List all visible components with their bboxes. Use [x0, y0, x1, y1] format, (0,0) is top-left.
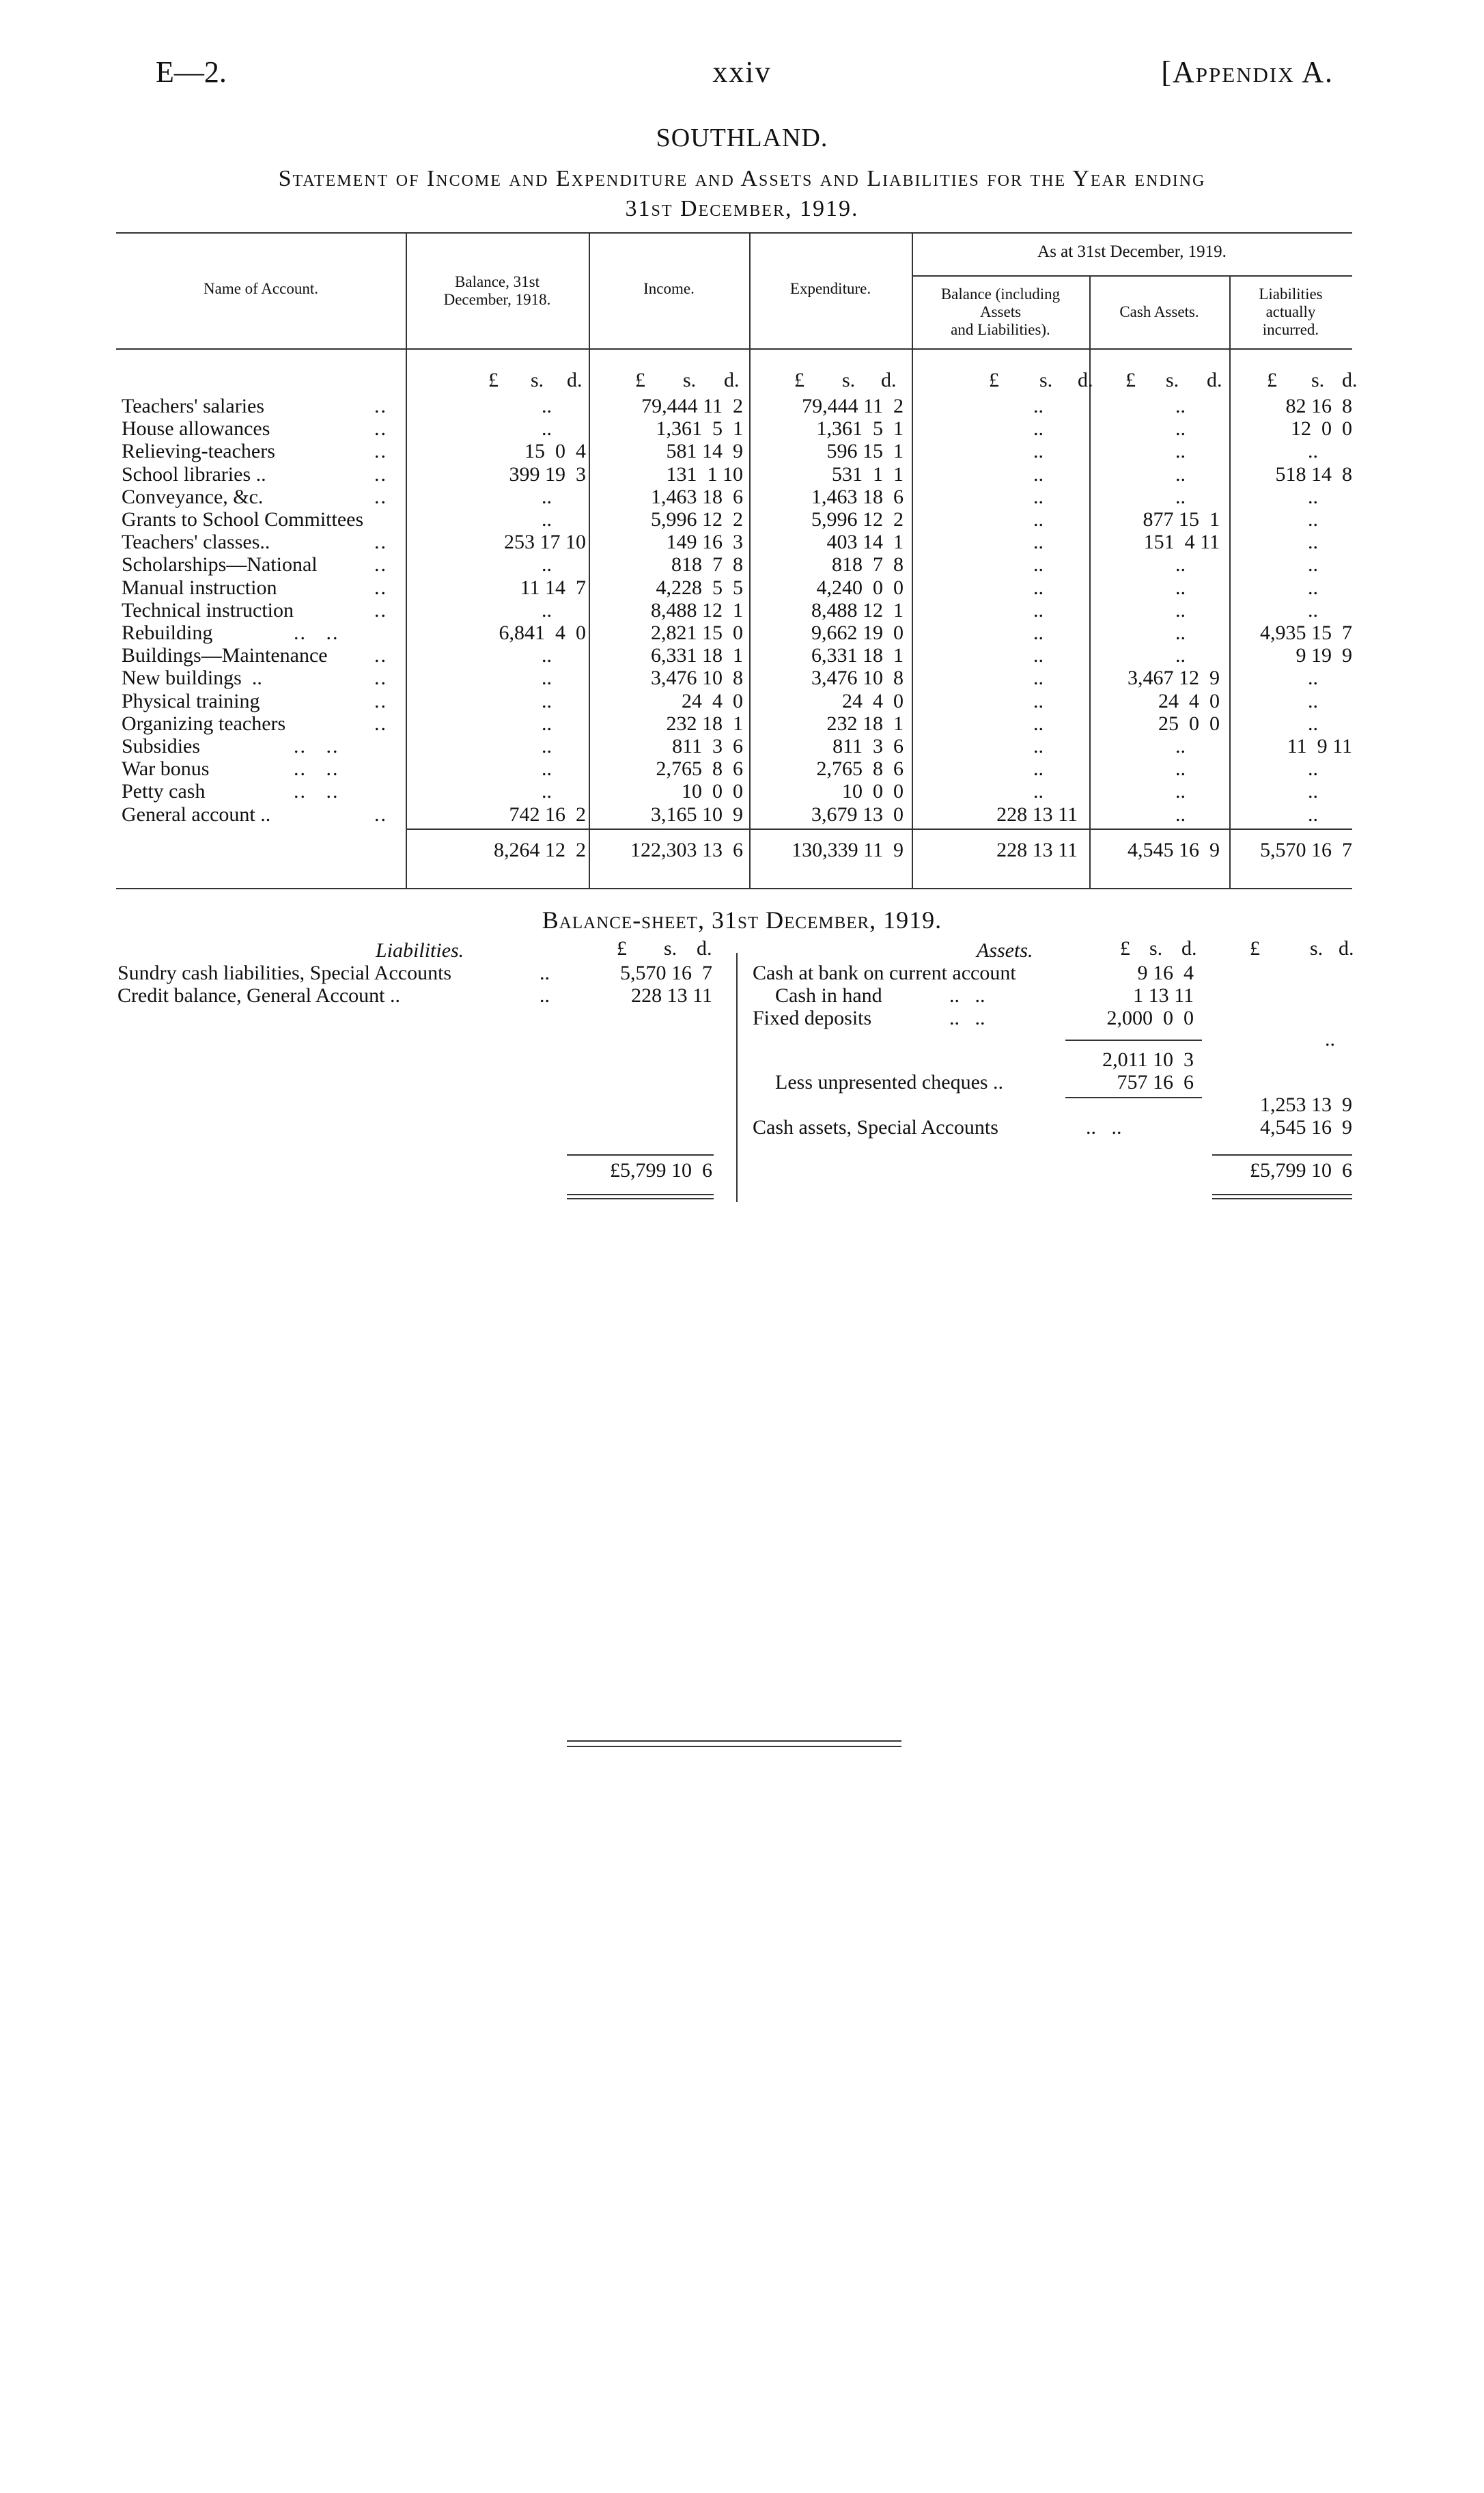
leader-dots: ..: [374, 644, 387, 667]
cell-income: 581 14 9: [666, 440, 743, 463]
cell-expenditure: 1,463 18 6: [811, 485, 904, 508]
cell-cash-assets: ..: [1175, 417, 1186, 441]
bs-right-shilling: s.: [1310, 937, 1324, 960]
unit-balance-1918-pence: d.: [567, 369, 583, 391]
cell-liabilities: ..: [1308, 803, 1318, 826]
cell-liabilities: ..: [1308, 508, 1318, 531]
liabilities-total: £5,799 10 6: [610, 1159, 712, 1182]
special-accounts-dots: .. ..: [1086, 1116, 1122, 1139]
cell-income: 8,488 12 1: [651, 598, 743, 622]
cell-cash-assets: ..: [1175, 485, 1186, 508]
asset-deposits-dots: .. ..: [949, 1007, 985, 1029]
cell-balance-incl: ..: [1033, 780, 1044, 803]
cell-balance-incl: ..: [1033, 644, 1044, 667]
col-name-header: Name of Account.: [204, 280, 318, 297]
asset-right-dots: ..: [1325, 1028, 1335, 1050]
leader-dots: ..: [374, 712, 387, 735]
table-row: [0, 690, 1484, 712]
leader-dots: ..: [374, 485, 387, 508]
table-row: [0, 440, 1484, 462]
leader-dots: ..: [374, 395, 387, 417]
cell-cash-assets: 24 4 0: [1158, 689, 1220, 712]
cell-expenditure: 10 0 0: [842, 780, 904, 803]
appendix-label: [Appendix A.: [1161, 55, 1334, 89]
cell-liabilities: ..: [1308, 440, 1318, 463]
cell-balance-1918: ..: [542, 757, 552, 781]
liab-total-rule-2: [567, 1198, 714, 1199]
cell-liabilities: 12 0 0: [1291, 417, 1352, 441]
account-name: Grants to School Committees: [122, 508, 364, 531]
asset-cash-value: 1 13 11: [1133, 984, 1194, 1007]
cell-cash-assets: ..: [1175, 395, 1186, 417]
unit-expenditure-pound: £: [794, 369, 804, 391]
col-expenditure-header: Expenditure.: [789, 280, 871, 297]
leader-dots: ..: [374, 440, 387, 463]
table-bottom-rule: [116, 888, 1352, 889]
col-liabilities-header: Liabilities actually incurred.: [1259, 285, 1323, 338]
account-name: Rebuilding: [122, 622, 213, 644]
cell-income: 818 7 8: [671, 553, 743, 576]
cell-expenditure: 6,331 18 1: [811, 644, 904, 667]
assets-total: £5,799 10 6: [1250, 1159, 1352, 1182]
cell-cash-assets: ..: [1175, 553, 1186, 576]
asset-deposits-value: 2,000 0 0: [1106, 1007, 1194, 1029]
unit-income-shilling: s.: [683, 369, 697, 391]
cell-balance-1918: 11 14 7: [520, 576, 586, 599]
leader-dots: ..: [374, 803, 387, 826]
cell-balance-incl: ..: [1033, 508, 1044, 531]
cell-liabilities: ..: [1308, 757, 1318, 781]
unit-balance-incl-pence: d.: [1078, 369, 1093, 391]
cell-liabilities: ..: [1308, 576, 1318, 599]
cell-expenditure: 5,996 12 2: [811, 508, 904, 531]
asset-bank-value: 9 16 4: [1137, 962, 1194, 984]
totals-row: [0, 839, 1484, 861]
unit-balance-1918-pound: £: [488, 369, 499, 391]
unit-cash-assets-shilling: s.: [1166, 369, 1179, 391]
special-accounts-value: 4,545 16 9: [1260, 1116, 1352, 1139]
cell-income: 149 16 3: [666, 531, 743, 554]
cell-cash-assets: 151 4 11: [1143, 531, 1220, 554]
table-row: [0, 780, 1484, 803]
liab-total-rule-1: [567, 1194, 714, 1195]
bs-right-pence: d.: [1339, 937, 1354, 960]
cell-liabilities: ..: [1308, 667, 1318, 690]
balance-sheet-divider: [736, 953, 738, 1202]
cell-balance-incl: ..: [1033, 689, 1044, 712]
table-row: [0, 757, 1484, 780]
liability-sundry-label: Sundry cash liabilities, Special Accounts: [117, 962, 452, 984]
subtitle-line-2: 31st December, 1919.: [625, 196, 859, 221]
cell-expenditure: 8,488 12 1: [811, 598, 904, 622]
cell-balance-1918: ..: [542, 598, 552, 622]
account-name: General account ..: [122, 803, 271, 826]
unit-income-pence: d.: [724, 369, 740, 391]
closing-rule-2: [567, 1746, 901, 1747]
leader-dots: ..: [374, 462, 387, 486]
total-income: 122,303 13 6: [630, 839, 743, 861]
cell-balance-incl: ..: [1033, 440, 1044, 463]
cell-expenditure: 4,240 0 0: [816, 576, 904, 599]
cell-expenditure: 232 18 1: [826, 712, 904, 735]
liab-total-rule-top: [567, 1154, 714, 1156]
cell-expenditure: 3,679 13 0: [811, 803, 904, 826]
bs-asset-pound: £: [1120, 937, 1130, 960]
bs-liab-pence: d.: [697, 937, 712, 960]
leader-dots: ..: [374, 417, 387, 441]
balance-sheet-title: Balance-sheet, 31st December, 1919.: [542, 906, 942, 934]
asset-subtotal-rule: [1065, 1040, 1202, 1041]
cell-liabilities: 4,935 15 7: [1260, 622, 1352, 644]
less-cheques-label: Less unpresented cheques ..: [775, 1071, 1004, 1094]
cell-liabilities: ..: [1308, 531, 1318, 554]
cell-balance-1918: ..: [542, 644, 552, 667]
asset-total-rule-top: [1212, 1154, 1352, 1156]
unit-liabilities-pound: £: [1267, 369, 1277, 391]
page-number: xxiv: [712, 55, 772, 89]
leader-dots: .. ..: [294, 757, 339, 781]
cell-income: 5,996 12 2: [651, 508, 743, 531]
assets-heading: Assets.: [977, 939, 1033, 962]
asset-cash-dots: .. ..: [949, 984, 985, 1007]
document-title: SOUTHLAND.: [656, 124, 828, 152]
cell-cash-assets: ..: [1175, 576, 1186, 599]
account-name: Technical instruction: [122, 598, 294, 622]
account-name: Petty cash: [122, 780, 206, 803]
cell-income: 24 4 0: [682, 689, 743, 712]
table-row: [0, 712, 1484, 735]
liability-credit-dots: ..: [540, 984, 550, 1007]
cell-expenditure: 403 14 1: [826, 531, 904, 554]
cell-expenditure: 818 7 8: [832, 553, 904, 576]
cell-cash-assets: ..: [1175, 440, 1186, 463]
cell-expenditure: 3,476 10 8: [811, 667, 904, 690]
cell-cash-assets: 877 15 1: [1143, 508, 1220, 531]
cell-balance-1918: 15 0 4: [524, 440, 586, 463]
total-balance-incl: 228 13 11: [996, 839, 1078, 861]
leader-dots: ..: [374, 531, 387, 554]
account-name: Teachers' classes..: [122, 531, 270, 554]
cell-balance-incl: ..: [1033, 667, 1044, 690]
cell-balance-1918: ..: [542, 395, 552, 417]
account-name: Scholarships—National: [122, 553, 318, 576]
table-row: [0, 644, 1484, 667]
liability-sundry-value: 5,570 16 7: [620, 962, 712, 984]
account-name: House allowances: [122, 417, 270, 441]
cell-income: 2,765 8 6: [656, 757, 743, 781]
account-name: Organizing teachers: [122, 712, 286, 735]
cell-balance-1918: 399 19 3: [509, 462, 586, 486]
table-row: [0, 463, 1484, 486]
table-row: [0, 735, 1484, 757]
unit-balance-incl-shilling: s.: [1039, 369, 1053, 391]
bs-asset-shilling: s.: [1149, 937, 1163, 960]
cell-income: 131 1 10: [666, 462, 743, 486]
total-expenditure: 130,339 11 9: [792, 839, 904, 861]
cell-balance-incl: ..: [1033, 462, 1044, 486]
asset-deposits-label: Fixed deposits: [753, 1007, 872, 1029]
cell-balance-incl: ..: [1033, 735, 1044, 757]
net-rule: [1065, 1097, 1202, 1098]
asset-total-rule-1: [1212, 1194, 1352, 1195]
total-cash-assets: 4,545 16 9: [1128, 839, 1220, 861]
cell-cash-assets: ..: [1175, 803, 1186, 826]
liability-sundry-dots: ..: [540, 962, 550, 984]
asset-total-rule-2: [1212, 1198, 1352, 1199]
cell-income: 3,165 10 9: [651, 803, 743, 826]
leader-dots: ..: [374, 576, 387, 599]
cell-income: 1,463 18 6: [651, 485, 743, 508]
asset-cash-label: Cash in hand: [775, 984, 882, 1007]
cell-income: 811 3 6: [672, 735, 743, 757]
cell-liabilities: 518 14 8: [1275, 462, 1352, 486]
cell-cash-assets: 25 0 0: [1158, 712, 1220, 735]
account-name: Conveyance, &c.: [122, 485, 264, 508]
table-row: [0, 508, 1484, 531]
cell-liabilities: 9 19 9: [1296, 644, 1352, 667]
cell-liabilities: ..: [1308, 553, 1318, 576]
cell-income: 2,821 15 0: [651, 622, 743, 644]
leader-dots: ..: [374, 553, 387, 576]
unit-liabilities-pence: d.: [1342, 369, 1358, 391]
account-name: Teachers' salaries: [122, 395, 265, 417]
cell-cash-assets: ..: [1175, 598, 1186, 622]
cell-cash-assets: ..: [1175, 644, 1186, 667]
account-name: Physical training: [122, 689, 260, 712]
cell-balance-1918: ..: [542, 712, 552, 735]
account-name: Buildings—Maintenance: [122, 644, 328, 667]
cell-liabilities: 82 16 8: [1285, 395, 1352, 417]
cell-balance-incl: ..: [1033, 531, 1044, 554]
leader-dots: ..: [374, 689, 387, 712]
cell-balance-incl: ..: [1033, 553, 1044, 576]
subtitle-line-1: Statement of Income and Expenditure and Assets and Liabilities for the Year ending: [278, 166, 1206, 191]
special-accounts-label: Cash assets, Special Accounts: [753, 1116, 998, 1139]
asset-subtotal: 2,011 10 3: [1102, 1048, 1194, 1071]
cell-expenditure: 531 1 1: [832, 462, 904, 486]
col-group-header: As at 31st December, 1919.: [1037, 242, 1227, 261]
cell-cash-assets: ..: [1175, 780, 1186, 803]
cell-balance-incl: 228 13 11: [996, 803, 1078, 826]
less-cheques-value: 757 16 6: [1117, 1071, 1194, 1094]
table-row: [0, 395, 1484, 417]
unit-expenditure-pence: d.: [881, 369, 897, 391]
cell-expenditure: 596 15 1: [826, 440, 904, 463]
unit-expenditure-shilling: s.: [842, 369, 856, 391]
cell-expenditure: 811 3 6: [832, 735, 904, 757]
total-balance-1918: 8,264 12 2: [494, 839, 586, 861]
col-balance-1918-header: Balance, 31st December, 1918.: [443, 273, 551, 308]
cell-balance-1918: ..: [542, 780, 552, 803]
cell-balance-1918: ..: [542, 735, 552, 757]
cell-cash-assets: ..: [1175, 757, 1186, 781]
cell-cash-assets: 3,467 12 9: [1128, 667, 1220, 690]
cell-balance-1918: ..: [542, 553, 552, 576]
cell-expenditure: 79,444 11 2: [802, 395, 904, 417]
leader-dots: ..: [374, 667, 387, 690]
cell-expenditure: 1,361 5 1: [816, 417, 904, 441]
cell-balance-1918: ..: [542, 667, 552, 690]
group-rule: [912, 275, 1352, 277]
cell-balance-incl: ..: [1033, 712, 1044, 735]
leader-dots: .. ..: [294, 622, 339, 644]
cell-liabilities: ..: [1308, 485, 1318, 508]
cell-cash-assets: ..: [1175, 735, 1186, 757]
cell-cash-assets: ..: [1175, 622, 1186, 644]
net-bank-value: 1,253 13 9: [1260, 1094, 1352, 1116]
table-row: [0, 417, 1484, 440]
table-row: [0, 553, 1484, 576]
unit-balance-1918-shilling: s.: [531, 369, 544, 391]
cell-liabilities: ..: [1308, 598, 1318, 622]
cell-income: 10 0 0: [682, 780, 743, 803]
account-name: Manual instruction: [122, 576, 277, 599]
account-name: New buildings ..: [122, 667, 262, 690]
liability-credit-label: Credit balance, General Account ..: [117, 984, 400, 1007]
totals-rule: [406, 828, 1352, 830]
unit-cash-assets-pence: d.: [1207, 369, 1222, 391]
table-row: [0, 531, 1484, 553]
closing-rule-1: [567, 1740, 901, 1742]
cell-balance-1918: ..: [542, 417, 552, 441]
cell-balance-incl: ..: [1033, 485, 1044, 508]
cell-liabilities: ..: [1308, 712, 1318, 735]
liabilities-heading: Liabilities.: [376, 939, 464, 962]
cell-expenditure: 24 4 0: [842, 689, 904, 712]
cell-cash-assets: ..: [1175, 462, 1186, 486]
cell-expenditure: 9,662 19 0: [811, 622, 904, 644]
cell-income: 232 18 1: [666, 712, 743, 735]
table-top-rule: [116, 232, 1352, 234]
unit-cash-assets-pound: £: [1125, 369, 1136, 391]
table-row: [0, 486, 1484, 508]
cell-expenditure: 2,765 8 6: [816, 757, 904, 781]
table-row: [0, 803, 1484, 826]
cell-balance-1918: ..: [542, 485, 552, 508]
total-liabilities: 5,570 16 7: [1260, 839, 1352, 861]
account-name: Subsidies: [122, 735, 201, 757]
liability-credit-value: 228 13 11: [631, 984, 712, 1007]
cell-liabilities: ..: [1308, 780, 1318, 803]
cell-balance-incl: ..: [1033, 395, 1044, 417]
cell-balance-1918: ..: [542, 689, 552, 712]
col-cash-assets-header: Cash Assets.: [1119, 303, 1199, 320]
bs-asset-pence: d.: [1181, 937, 1197, 960]
cell-income: 4,228 5 5: [656, 576, 743, 599]
bs-liab-pound: £: [617, 937, 627, 960]
account-name: Relieving-teachers: [122, 440, 275, 463]
cell-income: 3,476 10 8: [651, 667, 743, 690]
cell-balance-incl: ..: [1033, 622, 1044, 644]
table-row: [0, 667, 1484, 689]
cell-balance-1918: 6,841 4 0: [499, 622, 586, 644]
table-row: [0, 576, 1484, 599]
table-row: [0, 622, 1484, 644]
header-bottom-rule: [116, 348, 1352, 350]
leader-dots: .. ..: [294, 780, 339, 803]
table-row: [0, 599, 1484, 622]
cell-balance-incl: ..: [1033, 576, 1044, 599]
cell-income: 1,361 5 1: [656, 417, 743, 441]
unit-income-pound: £: [635, 369, 645, 391]
page-ref: E—2.: [156, 55, 227, 89]
unit-balance-incl-pound: £: [989, 369, 999, 391]
bs-right-pound: £: [1250, 937, 1260, 960]
leader-dots: .. ..: [294, 735, 339, 757]
col-balance-incl-header: Balance (including Assets and Liabilities).: [940, 285, 1061, 338]
asset-bank-label: Cash at bank on current account: [753, 962, 1016, 984]
account-name: War bonus: [122, 757, 210, 781]
cell-income: 79,444 11 2: [641, 395, 743, 417]
cell-balance-1918: 253 17 10: [504, 531, 586, 554]
account-name: School libraries ..: [122, 462, 266, 486]
leader-dots: ..: [374, 598, 387, 622]
cell-balance-incl: ..: [1033, 598, 1044, 622]
cell-liabilities: 11 9 11: [1287, 735, 1352, 757]
cell-balance-1918: ..: [542, 508, 552, 531]
document-subtitle: [0, 164, 1484, 224]
cell-liabilities: ..: [1308, 689, 1318, 712]
cell-balance-incl: ..: [1033, 757, 1044, 781]
unit-liabilities-shilling: s.: [1311, 369, 1325, 391]
bs-liab-shilling: s.: [664, 937, 677, 960]
col-income-header: Income.: [643, 280, 695, 297]
cell-income: 6,331 18 1: [651, 644, 743, 667]
cell-balance-incl: ..: [1033, 417, 1044, 441]
cell-balance-1918: 742 16 2: [509, 803, 586, 826]
